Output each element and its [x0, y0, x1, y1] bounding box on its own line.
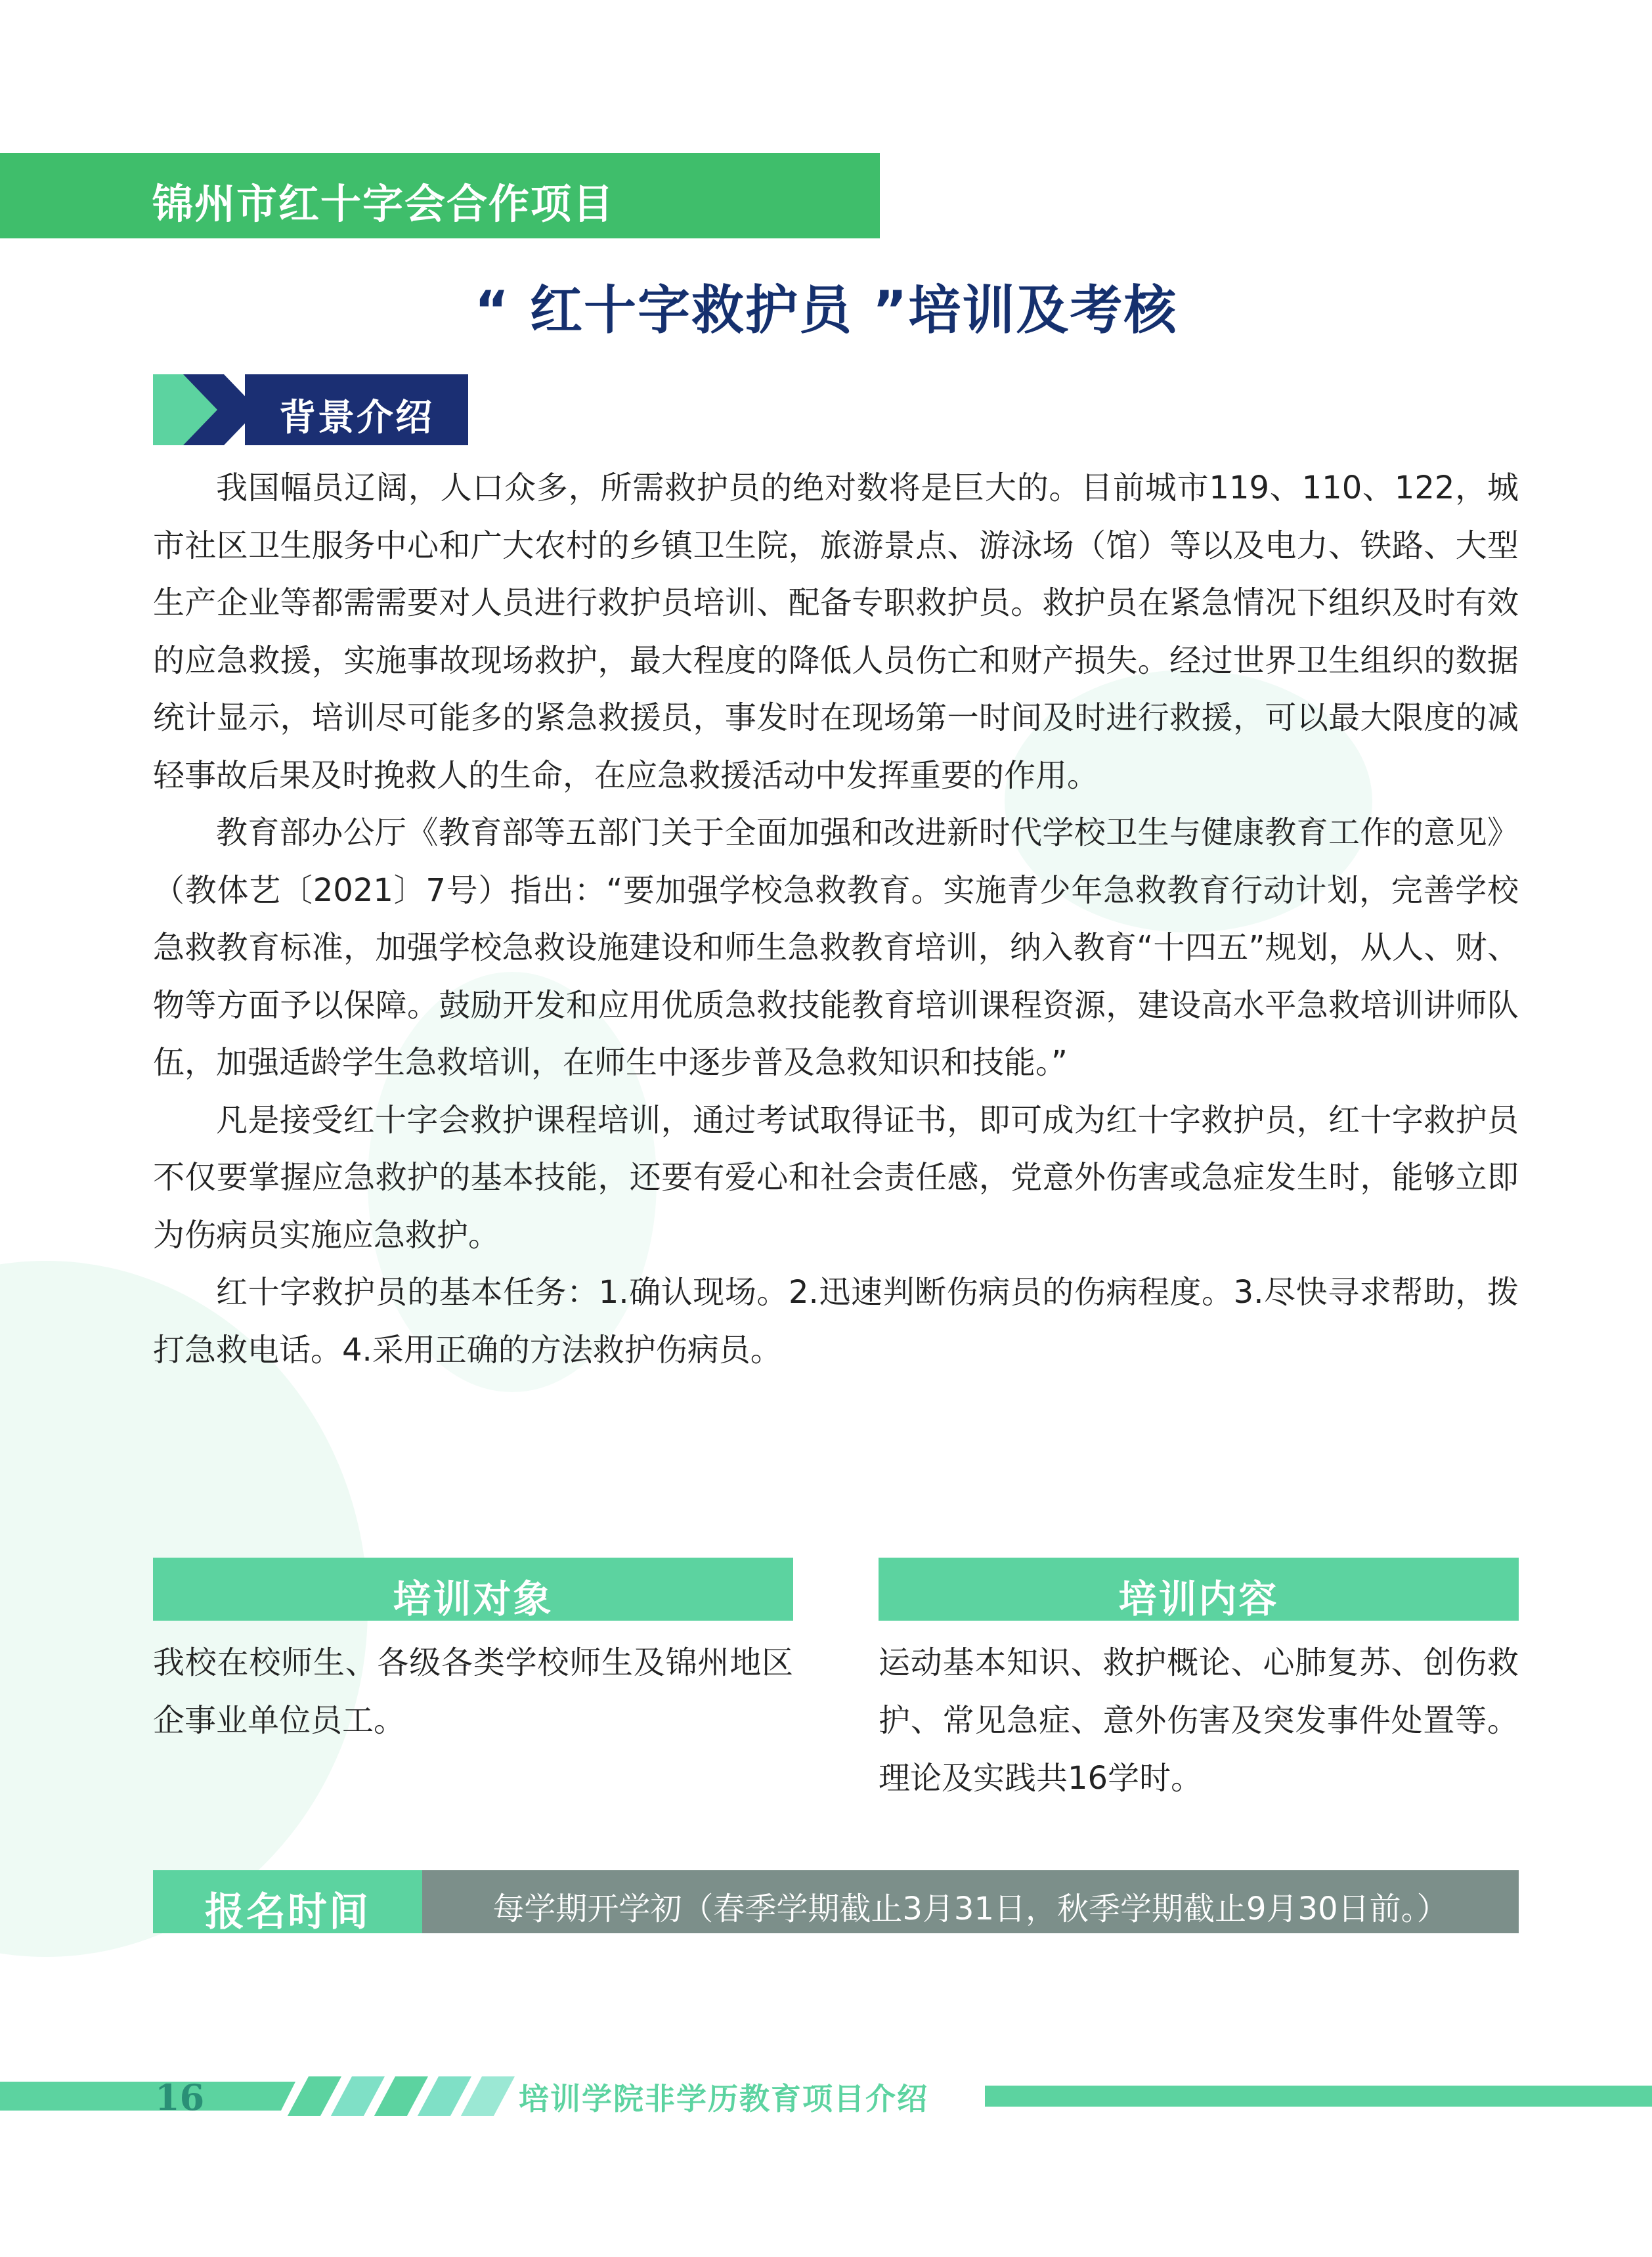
training-target-title: 培训对象: [393, 1577, 554, 1621]
background-body: [153, 460, 1519, 1379]
registration-text: 每学期开学初（春季学期截止3月31日，秋季学期截止9月30日前。）: [492, 1891, 1448, 1927]
page-number: 16: [155, 2076, 205, 2118]
registration-label-box: [153, 1870, 422, 1933]
registration-bar: [153, 1870, 1519, 1933]
section-heading-box: [245, 374, 468, 445]
training-content-header: [879, 1558, 1519, 1621]
registration-info-box: [422, 1870, 1519, 1933]
training-content-title: 培训内容: [1118, 1577, 1279, 1621]
project-banner-text: 锦州市红十字会合作项目: [152, 180, 615, 228]
training-content-text: 运动基本知识、救护概论、心肺复苏、创伤救护、常见急症、意外伤害及突发事件处置等。理论及实践共16学时。: [879, 1644, 1519, 1797]
chevron-arrow-icon: [153, 374, 258, 445]
paragraph: 教育部办公厅《教育部等五部门关于全面加强和改进新时代学校卫生与健康教育工作的意见》（教体艺〔2021〕7号）指出：“要加强学校急救教育。实施青少年急救教育行动计划，完善学校急救教育标准，加强学校急救设施建设和师生急救教育培训，纳入教育“十四五”规划，从人、财、物等方面予以保障。鼓励开发和应用优质急救技能教育培训课程资源，建设高水平急救培训讲师队伍，加强适龄学生急救培训，在师生中逐步普及急救知识和技能。”: [153, 814, 1519, 1081]
section-heading-label: 背景介绍: [279, 397, 434, 439]
training-target-header: [153, 1558, 793, 1621]
project-banner: [0, 153, 880, 238]
section-heading: [153, 374, 468, 445]
paragraph: 我国幅员辽阔，人口众多，所需救护员的绝对数将是巨大的。目前城市119、110、122，城市社区卫生服务中心和广大农村的乡镇卫生院，旅游景点、游泳场（馆）等以及电力、铁路、大型生产企业等都需需要对人员进行救护员培训、配备专职救护员。救护员在紧急情况下组织及时有效的应急救援，实施事故现场救护，最大程度的降低人员伤亡和财产损失。经过世界卫生组织的数据统计显示，培训尽可能多的紧急救援员，事发时在现场第一时间及时进行救援，可以最大限度的减轻事故后果及时挽救人的生命，在应急救援活动中发挥重要的作用。: [153, 470, 1519, 794]
page-title: “ 红十字救护员 ”培训及考核: [474, 280, 1178, 341]
paragraph: 凡是接受红十字会救护课程培训，通过考试取得证书，即可成为红十字救护员，红十字救护员不仅要掌握应急救护的基本技能，还要有爱心和社会责任感，党意外伤害或急症发生时，能够立即为伤病员实施应急救护。: [153, 1101, 1519, 1254]
training-target-text: 我校在校师生、各级各类学校师生及锦州地区企事业单位员工。: [153, 1644, 793, 1739]
paragraph: 红十字救护员的基本任务：1.确认现场。2.迅速判断伤病员的伤病程度。3.尽快寻求帮助，拨打急救电话。4.采用正确的方法救护伤病员。: [153, 1274, 1519, 1369]
registration-label: 报名时间: [205, 1889, 370, 1935]
footer-title: 培训学院非学历教育项目介绍: [519, 2081, 928, 2116]
